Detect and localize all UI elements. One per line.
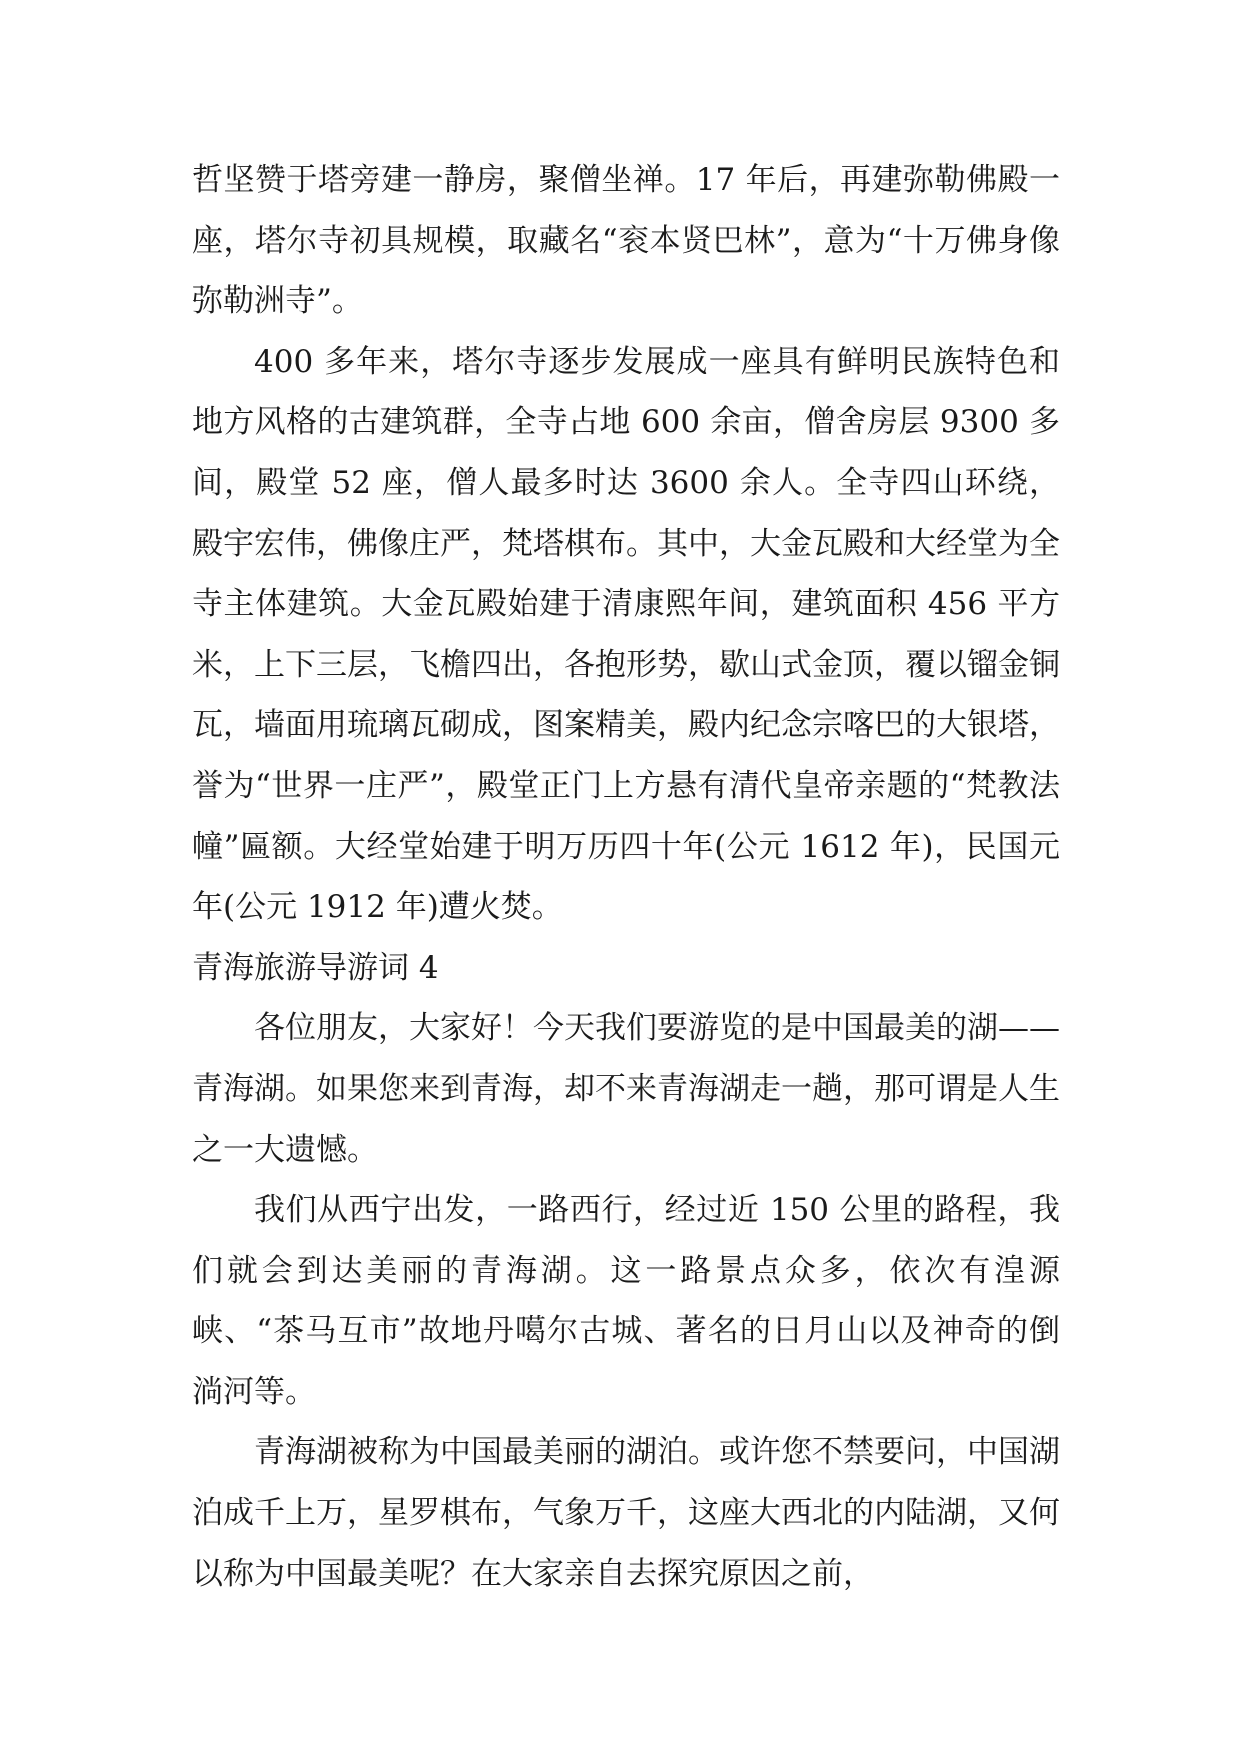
section-heading: 青海旅游导游词 4	[192, 949, 439, 986]
paragraph-continued: 哲坚赞于塔旁建一静房，聚僧坐禅。17 年后，再建弥勒佛殿一座，塔尔寺初具规模，取藏名“衮本贤巴林”，意为“十万佛身像弥勒洲寺”。	[192, 162, 1060, 320]
paragraph: 青海湖被称为中国最美丽的湖泊。或许您不禁要问，中国湖泊成千上万，星罗棋布，气象万千，这座大西北的内陆湖，又何以称为中国最美呢？在大家亲自去探究原因之前，	[192, 1434, 1060, 1592]
paragraph: 400 多年来，塔尔寺逐步发展成一座具有鲜明民族特色和地方风格的古建筑群，全寺占地 600 余亩，僧舍房层 9300 多间，殿堂 52 座，僧人最多时达 3600 余人。全寺四山环绕，殿宇宏伟，佛像庄严，梵塔棋布。其中，大金瓦殿和大经堂为全寺主体建筑。大金瓦殿始建于清康熙年间，建筑面积 456 平方米，上下三层，飞檐四出，各抱形势，歇山式金顶，覆以镏金铜瓦，墙面用琉璃瓦砌成，图案精美，殿内纪念宗喀巴的大银塔，誉为“世界一庄严”，殿堂正门上方悬有清代皇帝亲题的“梵教法幢”匾额。大经堂始建于明万历四十年(公元 1612 年)，民国元年(公元 1912 年)遭火焚。	[192, 343, 1060, 926]
paragraph: 各位朋友，大家好！今天我们要游览的是中国最美的湖——青海湖。如果您来到青海，却不来青海湖走一趟，那可谓是人生之一大遗憾。	[192, 1010, 1060, 1168]
document-body	[192, 150, 1060, 1604]
paragraph: 我们从西宁出发，一路西行，经过近 150 公里的路程，我们就会到达美丽的青海湖。这一路景点众多，依次有湟源峡、“茶马互市”故地丹噶尔古城、著名的日月山以及神奇的倒淌河等。	[192, 1192, 1060, 1410]
